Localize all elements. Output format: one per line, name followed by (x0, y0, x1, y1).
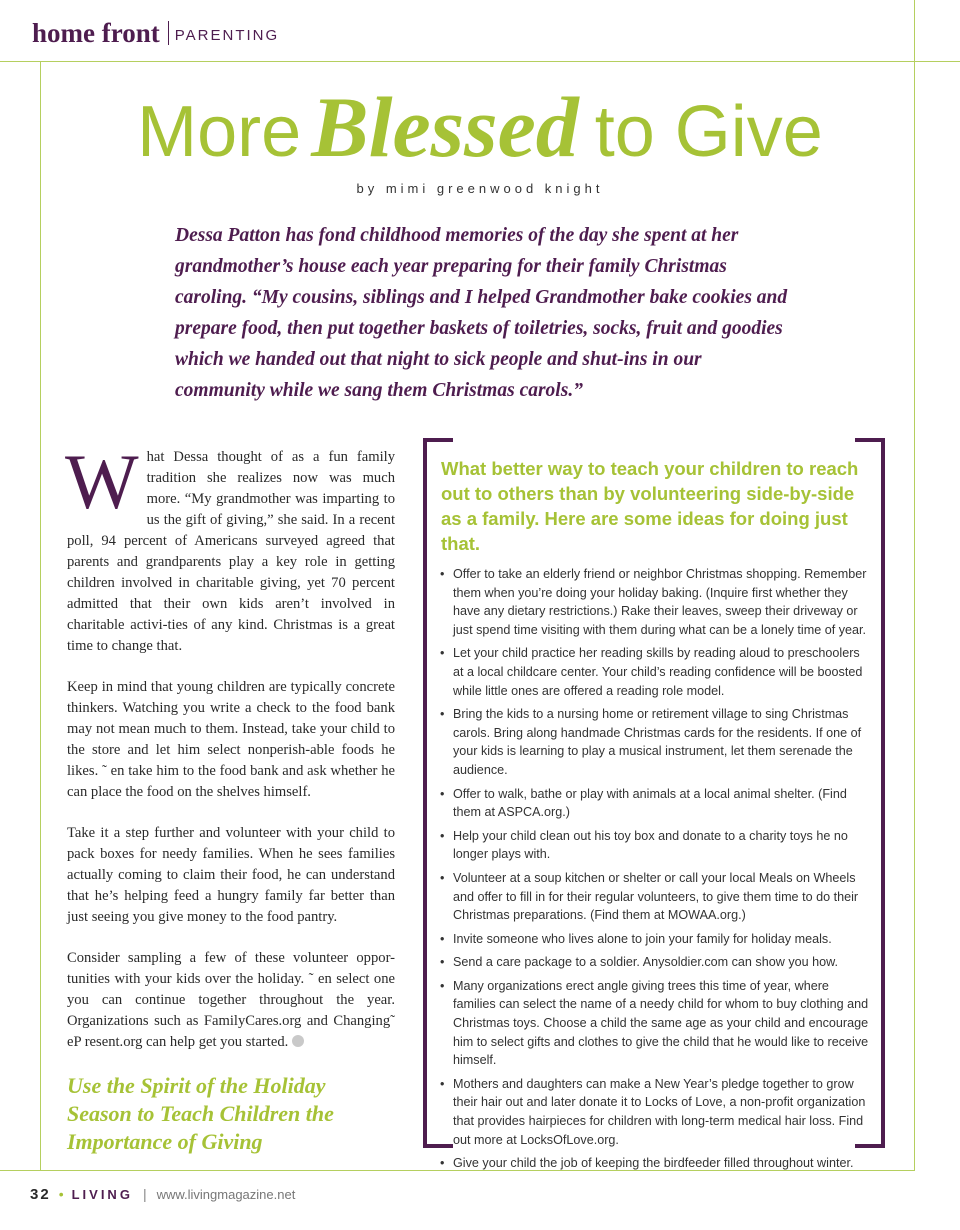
list-item-text: Offer to walk, bathe or play with animals at a local animal shelter. (Find them at ASPCA.org.) (453, 786, 847, 820)
article-title (0, 79, 960, 175)
section-divider (168, 21, 169, 45)
list-item (440, 644, 870, 700)
bullet-icon: • (440, 1076, 445, 1091)
footer-bullet-icon: • (58, 1186, 64, 1202)
list-item-text: Give your child the job of keeping the birdfeeder filled throughout winter. (453, 1156, 854, 1171)
bullet-icon: • (440, 828, 445, 843)
bullet-icon: • (440, 978, 445, 993)
bullet-icon: • (440, 707, 445, 722)
list-item (440, 953, 870, 972)
byline: by mimi greenwood knight (356, 181, 604, 196)
list-item (440, 565, 870, 639)
list-item (440, 1075, 870, 1149)
title-part-3: to Give (594, 92, 823, 172)
bullet-icon: • (440, 870, 445, 885)
bullet-icon: • (440, 786, 445, 801)
list-item-text: Send a care package to a soldier. Anysoldier.com can show you how. (453, 955, 839, 970)
list-item-text: Mothers and daughters can make a New Year’s pledge together to grow their hair out and later donate it to Locks of Love, a non-profit organization that provides hairpieces for children with long-term medical hair loss. Find out more at LocksOfLove.org. (453, 1076, 866, 1147)
list-item (440, 827, 870, 864)
website-link[interactable]: www.livingmagazine.net (156, 1187, 296, 1202)
list-item-text: Offer to take an elderly friend or neighbor Christmas shopping. Remember them when you’re doing your holiday baking. (Inquire first whether they have any dietary restrictions.) Rake their leaves, sweep their driveway or just spend time visiting with them during what can be a lonely time of year. (453, 567, 867, 637)
magazine-name: LIVING (71, 1187, 133, 1202)
list-item (440, 785, 870, 822)
list-item-text: Let your child practice her reading skills by reading aloud to preschoolers at a local childcare center. Your child’s reading confidence will be boosted while little ones are offered a reading role model. (453, 646, 863, 698)
frame-right-line (914, 0, 915, 1171)
title-part-2: Blessed (311, 79, 579, 175)
body-paragraph: Keep in mind that young children are typically concrete thinkers. Watching you write a check to the food bank may not mean much to them. Instead, take your child to the store and let him select nonperish-able foods he likes. ˜ en take him to the food bank and ask whether he can place the food on the shelves himself. (67, 679, 395, 800)
title-part-1: More (137, 92, 302, 172)
list-item (440, 869, 870, 925)
list-item-text: Many organizations erect angle giving trees this time of year, where families can select the name of a needy child for whom to buy clothing and Christmas toys. Choose a child the same age as your child and encourage him to select gifts and clothes to give the child that he would like to receive himself. (453, 978, 869, 1068)
header-rule (0, 61, 960, 62)
pull-quote: Use the Spirit of the Holiday Season to Teach Children the Importance of Giving (67, 1073, 334, 1154)
body-paragraph (67, 948, 395, 1053)
bullet-icon: • (440, 955, 445, 970)
sidebar-heading: What better way to teach your children to reach out to others than by volunteering side-by-side as a family. Here are some ideas for doing just that. (441, 458, 859, 554)
end-mark-icon (292, 1035, 304, 1047)
list-item-text: Volunteer at a soup kitchen or shelter or call your local Meals on Wheels and offer to fill in for their regular volunteers, to give them time to do their Christmas preparations. (Find them at MOWAA.org.) (453, 870, 859, 923)
body-paragraph (65, 438, 395, 657)
body-paragraph-text: hat Dessa thought of as a fun family tradition she realizes now was much more. “My grandmother was imparting to us the gift of giving,” she said. In a recent poll, 94 percent of Americans surveyed agreed that parents and grandparents play a key role in getting children involved in charitable giving, yet 70 percent admitted that their own kids aren’t involved in charitable activi-ties of any kind. Christmas is a great time to change that. (67, 449, 395, 654)
article-body (65, 438, 395, 1073)
bullet-icon: • (440, 931, 445, 946)
footer-separator: | (142, 1186, 147, 1202)
drop-cap: W (65, 438, 139, 525)
list-item-text: Invite someone who lives alone to join your family for holiday meals. (453, 931, 832, 946)
intro-paragraph: Dessa Patton has fond childhood memories of the day she spent at her grandmother’s house each year preparing for their family Christmas caroling. “My cousins, siblings and I helped Grandmother bake cookies and prepare food, then put together baskets of toiletries, socks, fruit and goodies which we handed out that night to sick people and shut-ins in our community while we sang them Christmas carols.” (175, 225, 788, 401)
frame-left-line (40, 61, 41, 1171)
body-paragraph: Take it a step further and volunteer with your child to pack boxes for needy families. When he sees families actually coming to claim their food, he can understand that he’s helping feed a hungry family far better than just seeing you give money to the food pantry. (67, 825, 395, 925)
page-number: 32 (30, 1186, 51, 1203)
bullet-icon: • (440, 1156, 445, 1171)
subsection-name: PARENTING (174, 27, 280, 44)
list-item-text: Help your child clean out his toy box and donate to a charity toys he no longer plays with. (453, 828, 848, 862)
list-item-text: Bring the kids to a nursing home or retirement village to sing Christmas carols. Bring along handmade Christmas cards for the residents. If one of your kids is learning to play a musical instrument, let them serenade the audience. (453, 707, 862, 777)
list-item (440, 705, 870, 779)
ideas-list (440, 565, 870, 1178)
section-header (32, 18, 279, 49)
list-item (440, 930, 870, 949)
bullet-icon: • (440, 567, 445, 581)
page-footer (30, 1186, 295, 1203)
bullet-icon: • (440, 646, 445, 661)
section-name: home front (32, 18, 160, 48)
list-item (440, 977, 870, 1070)
body-paragraph-text: Consider sampling a few of these volunteer oppor-tunities with your kids over the holiday. ˜ en select one you can continue together throughout the year. Organizations such as FamilyCares.org and Changing˜ eP resent.org can help get you started. (67, 950, 395, 1050)
list-item (440, 1154, 870, 1173)
